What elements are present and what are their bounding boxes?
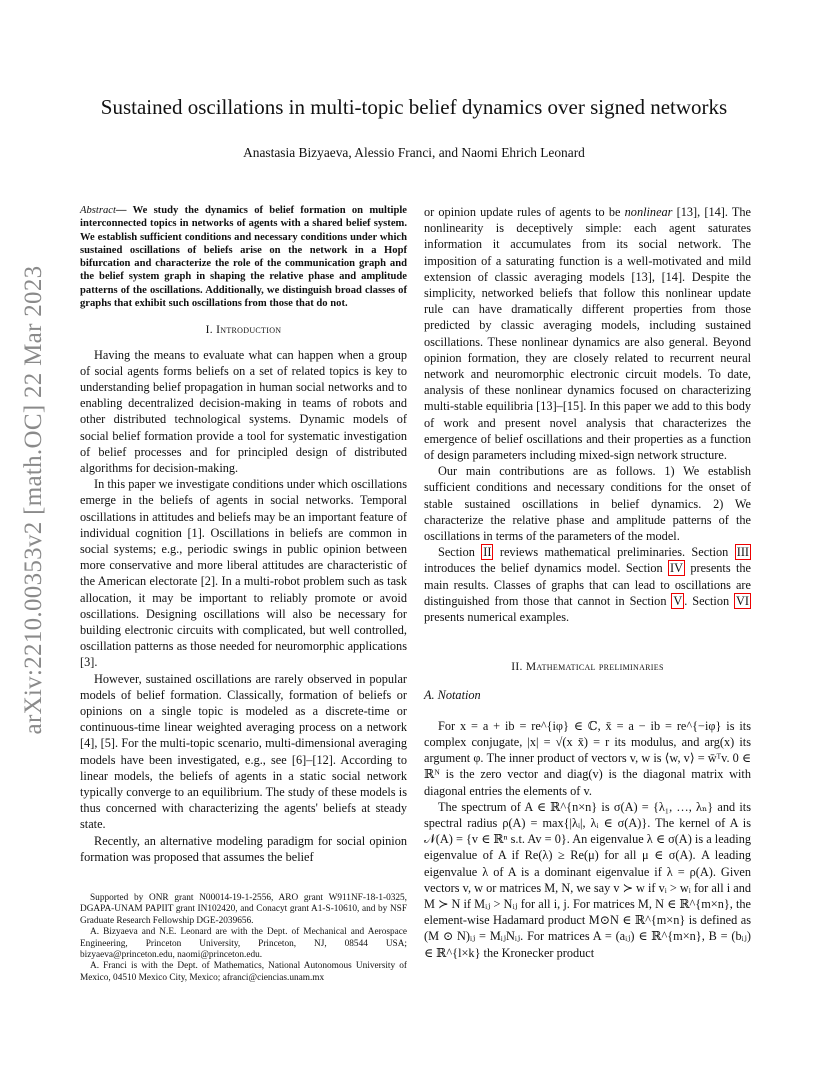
footnote-affiliation-2: A. Franci is with the Dept. of Mathematics, National Autonomous University of Mexico, 04510 Mexico City, Mexico; afranci@ciencias.unam.mx	[80, 961, 407, 983]
subsection-heading-notation: A. Notation	[424, 688, 481, 703]
footnotes	[80, 893, 407, 984]
notation-paragraph-1: For x = a + ib = re^{iφ} ∈ ℂ, x̄ = a − ib = re^{−iφ} is its complex conjugate, |x| = √(x x̄) = r its modulus, and arg(x) its argument φ. The inner product of vectors v, w is ⟨w, v⟩ = w̄ᵀv. 0 ∈ ℝᴺ is the zero vector and diag(v) is the diagonal matrix with diagonal entries the elements of v.	[424, 718, 751, 798]
text-run: Section	[438, 545, 482, 560]
section-link-iii[interactable]: III	[736, 545, 750, 560]
section-link-iv[interactable]: IV	[670, 561, 684, 576]
footnote-funding: Supported by ONR grant N00014-19-1-2556, ARO grant W911NF-18-1-0325, DGAPA-UNAM PAPIIT grant IN102420, and Conacyt grant A1-S-10610, and by NSF Graduate Research Fellowship DGE-2039656.	[80, 893, 407, 926]
section-link-v[interactable]: V	[673, 593, 683, 608]
intro-paragraph-2: In this paper we investigate conditions under which oscillations emerge in the beliefs of agents in social networks. Temporal oscillations in attitudes and beliefs may be an important feature of individual cognition [1]. Oscillations in beliefs are common in social systems; e.g., periodic swings in public opinion between more conservative and more liberal attitudes are characteristic of the American electorate [2]. In a multi-robot problem such as task allocation, it may be important to reliably promote or avoid oscillations. Designing oscillations will also be necessary for building electronic circuits with complicated, but well controlled, oscillation patterns as those needed for neuromorphic applications [3].	[80, 477, 407, 670]
abstract-label: Abstract	[80, 205, 116, 216]
emphasis: nonlinear	[624, 205, 673, 219]
text-run: or opinion update rules of agents to be	[424, 205, 625, 219]
intro-paragraph-1: Having the means to evaluate what can happen when a group of social agents forms beliefs on a set of related topics is key to understanding belief propagation in human social networks and to enabling decentralized decision-making in teams of robots and other distributed technological systems. Dynamic models of social belief formation provide a tool for systematic investigation of belief processes and for principled design of distributed algorithms for decision-making.	[80, 347, 407, 475]
arxiv-stamp-text: arXiv:2210.00353v2 [math.OC] 22 Mar 2023	[20, 265, 47, 735]
text-run: introduces the belief dynamics model. Section	[424, 561, 669, 576]
text-run: . Section	[684, 593, 735, 608]
section-link-ii[interactable]: II	[483, 545, 492, 560]
section-number: II.	[511, 661, 526, 674]
footnote-affiliation-1: A. Bizyaeva and N.E. Leonard are with the Dept. of Mechanical and Aerospace Engineering, Princeton University, Princeton, NJ, 08544 USA; bizyaeva@princeton.edu, naomi@princeton.edu.	[80, 927, 407, 961]
left-column	[80, 204, 407, 865]
section-number: I.	[205, 324, 217, 337]
notation-paragraph-2: The spectrum of A ∈ ℝ^{n×n} is σ(A) = {λ₁, …, λₙ} and its spectral radius ρ(A) = max{|λᵢ|, λᵢ ∈ σ(A)}. The kernel of A is 𝒩(A) = {v ∈ ℝⁿ s.t. Av = 0}. An eigenvalue λ ∈ σ(A) is a leading eigenvalue of A if Re(λ) ≥ Re(μ) for all μ ∈ σ(A). A leading eigenvalue λ of A is a dominant eigenvalue if λ = ρ(A). Given vectors v, w or matrices M, N, we say v ≻ w if vᵢ > wᵢ for all i and M ≻ N if Mᵢⱼ > Nᵢⱼ for all i, j. For matrices M, N ∈ ℝ^{m×n}, the element-wise Hadamard product M⊙N ∈ ℝ^{m×n} is defined as (M ⊙ N)ᵢⱼ = MᵢⱼNᵢⱼ. For matrices A = (aᵢⱼ) ∈ ℝ^{m×n}, B = (bᵢⱼ) ∈ ℝ^{l×k} the Kronecker product	[424, 799, 751, 960]
text-run: presents numerical examples.	[424, 610, 570, 625]
text-run: presents the main results. Classes of graphs that can lead to oscillations are distinguished from those that cannot in Section	[424, 561, 751, 608]
text-run: reviews mathematical preliminaries. Section	[493, 545, 735, 560]
contributions-paragraph: Our main contributions are as follows. 1) We establish sufficient conditions and necessary conditions for the onset of stable sustained oscillations in belief dynamics. 2) We characterize the relative phase and amplitude patterns of the oscillations in terms of the parameters of the model.	[424, 464, 751, 544]
right-column	[424, 204, 751, 961]
outline-paragraph	[424, 544, 751, 625]
paper-title: Sustained oscillations in multi-topic belief dynamics over signed networks	[100, 95, 728, 119]
text-run: [13], [14]. The nonlinearity is deceptively simple: each agent saturates information it accumulates from its social network. The imposition of a saturating function is a well-motivated and mild extension of classic averaging models [13], [14]. Despite the simplicity, networked beliefs that follow this nonlinear update rule can have dramatically different properties from those predicted by classic averaging models, including sustained oscillations. These nonlinear dynamics are also general. Beyond opinion formation, they are closely related to recurrent neural network and neuromorphic electronic circuit models. To date, analysis of these nonlinear dynamics focused on characterizing multi-stable equilibria [13]–[15]. In this paper we add to this body of work and present novel analysis that characterizes the emergence of belief oscillations and their properties as a function of design parameters including mixed-sign network structure.	[424, 205, 751, 463]
section-heading-preliminaries	[424, 659, 751, 675]
intro-paragraph-3: However, sustained oscillations are rarely observed in popular models of belief formation. Classically, formation of beliefs or opinions on a single topic is modeled as a discrete-time or continuous-time linear weighted averaging process on a network [4], [5]. For the multi-topic scenario, multi-dimensional averaging models have been investigated, e.g., see [6]–[12]. According to linear models, the beliefs of agents in a static social network typically converge to an equilibrium. The study of these models is thus concerned with characterizing the agents' beliefs at steady state.	[80, 671, 407, 832]
section-title: Introduction	[216, 324, 282, 337]
intro-continuation	[424, 204, 751, 463]
section-title: Mathematical preliminaries	[525, 661, 664, 674]
abstract	[80, 204, 407, 310]
arxiv-stamp	[14, 260, 54, 740]
section-link-vi[interactable]: VI	[736, 593, 749, 608]
intro-paragraph-4: Recently, an alternative modeling paradigm for social opinion formation was proposed that assumes the belief	[80, 833, 407, 864]
section-heading-introduction	[80, 322, 407, 338]
abstract-text: — We study the dynamics of belief formation on multiple interconnected topics in networks of agents with a shared belief system. We establish sufficient conditions and necessary conditions under which sustained oscillations of beliefs arise on the network in a Hopf bifurcation and characterize the role of the communication graph and the belief system graph in shaping the relative phase and amplitude patterns of the oscillations. Additionally, we distinguish broad classes of graphs that exhibit such oscillations from those that do not.	[80, 205, 407, 310]
paper-authors: Anastasia Bizyaeva, Alessio Franci, and Naomi Ehrich Leonard	[243, 145, 585, 160]
